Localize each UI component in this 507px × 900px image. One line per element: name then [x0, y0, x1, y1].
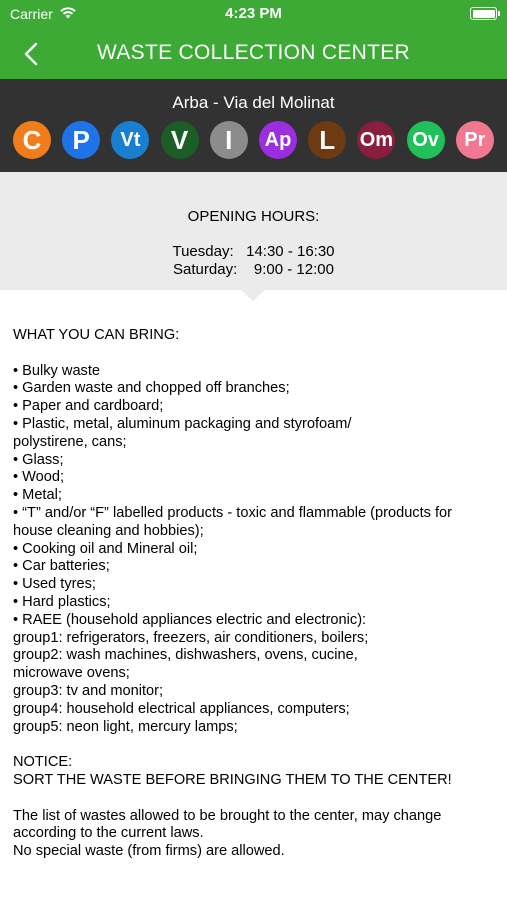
page-title: WASTE COLLECTION CENTER [97, 41, 410, 64]
waste-badge[interactable] [62, 121, 100, 159]
waste-badge[interactable] [13, 121, 51, 159]
footer-line: according to the current laws. [13, 825, 204, 842]
waste-list-line: • RAEE (household appliances electric and electronic): [13, 611, 367, 628]
hours-row-tuesday: Tuesday: 14:30 - 16:30 [172, 243, 335, 260]
waste-list-line: group2: wash machines, dishwashers, ovens, cucine, [13, 647, 358, 664]
waste-list-line: • Car batteries; [13, 558, 110, 575]
footer-line: The list of wastes allowed to be brought to the center, may change [13, 807, 442, 824]
waste-badge-label: Ov [412, 129, 439, 151]
bring-heading: WHAT YOU CAN BRING: [13, 327, 180, 343]
waste-badge-label: C [22, 125, 42, 155]
status-time: 4:23 PM [225, 5, 282, 22]
footer-line: No special waste (from firms) are allowed. [13, 843, 285, 860]
waste-badge[interactable] [210, 121, 248, 159]
waste-badge[interactable] [161, 121, 199, 159]
footer-notes [13, 808, 498, 861]
notice-title: NOTICE: [13, 754, 73, 771]
waste-list-line: • Hard plastics; [13, 593, 111, 610]
waste-badge-label: L [319, 125, 336, 155]
waste-badge[interactable] [308, 121, 346, 159]
location-name: Arba - Via del Molinat [172, 93, 335, 112]
waste-list-line: • Wood; [13, 469, 65, 486]
waste-badge-label: Vt [120, 129, 141, 151]
waste-list-line: • Glass; [13, 451, 64, 468]
waste-list-line: • Plastic, metal, aluminum packaging and styrofoam/ [13, 415, 352, 432]
battery-icon [470, 7, 497, 20]
waste-list-line: group5: neon light, mercury lamps; [13, 718, 238, 735]
waste-list-line: • Metal; [13, 487, 62, 504]
waste-badge-label: Ap [264, 129, 292, 151]
waste-badge-label: P [72, 125, 90, 155]
waste-badge[interactable] [111, 121, 149, 159]
waste-badge[interactable] [407, 121, 445, 159]
waste-list-line: • Garden waste and chopped off branches; [13, 380, 290, 397]
waste-list [13, 363, 498, 737]
waste-badge[interactable] [456, 121, 494, 159]
waste-badge-label: I [225, 125, 233, 155]
notice-text: SORT THE WASTE BEFORE BRINGING THEM TO THE CENTER! [13, 771, 452, 788]
opening-hours-panel [0, 172, 507, 290]
waste-type-badges [13, 121, 493, 159]
waste-list-line: group3: tv and monitor; [13, 682, 164, 699]
opening-hours-title: OPENING HOURS: [187, 208, 320, 225]
waste-list-line: microwave ovens; [13, 665, 130, 682]
waste-badge[interactable] [357, 121, 395, 159]
waste-list-line: house cleaning and hobbies); [13, 522, 204, 539]
waste-badge-label: V [170, 125, 189, 155]
waste-badge-label: Pr [464, 129, 486, 151]
waste-list-line: • Cooking oil and Mineral oil; [13, 540, 198, 557]
waste-list-line: group4: household electrical appliances, computers; [13, 700, 350, 717]
info-content [13, 327, 498, 861]
waste-badge[interactable] [259, 121, 297, 159]
waste-list-line: • “T” and/or “F” labelled products - toxic and flammable (products for [13, 504, 453, 521]
waste-badge-label: Om [359, 129, 394, 151]
nav-bar [0, 28, 507, 79]
waste-list-line: • Used tyres; [13, 576, 96, 593]
carrier-label: Carrier [10, 6, 53, 22]
waste-list-line: • Bulky waste [13, 362, 101, 379]
hours-pointer [241, 290, 265, 301]
waste-list-line: group1: refrigerators, freezers, air conditioners, boilers; [13, 629, 369, 646]
waste-list-line: • Paper and cardboard; [13, 398, 164, 415]
status-bar [0, 0, 507, 28]
waste-list-line: polystirene, cans; [13, 433, 127, 450]
hours-row-saturday: Saturday: 9:00 - 12:00 [173, 261, 334, 278]
location-panel [0, 79, 507, 172]
